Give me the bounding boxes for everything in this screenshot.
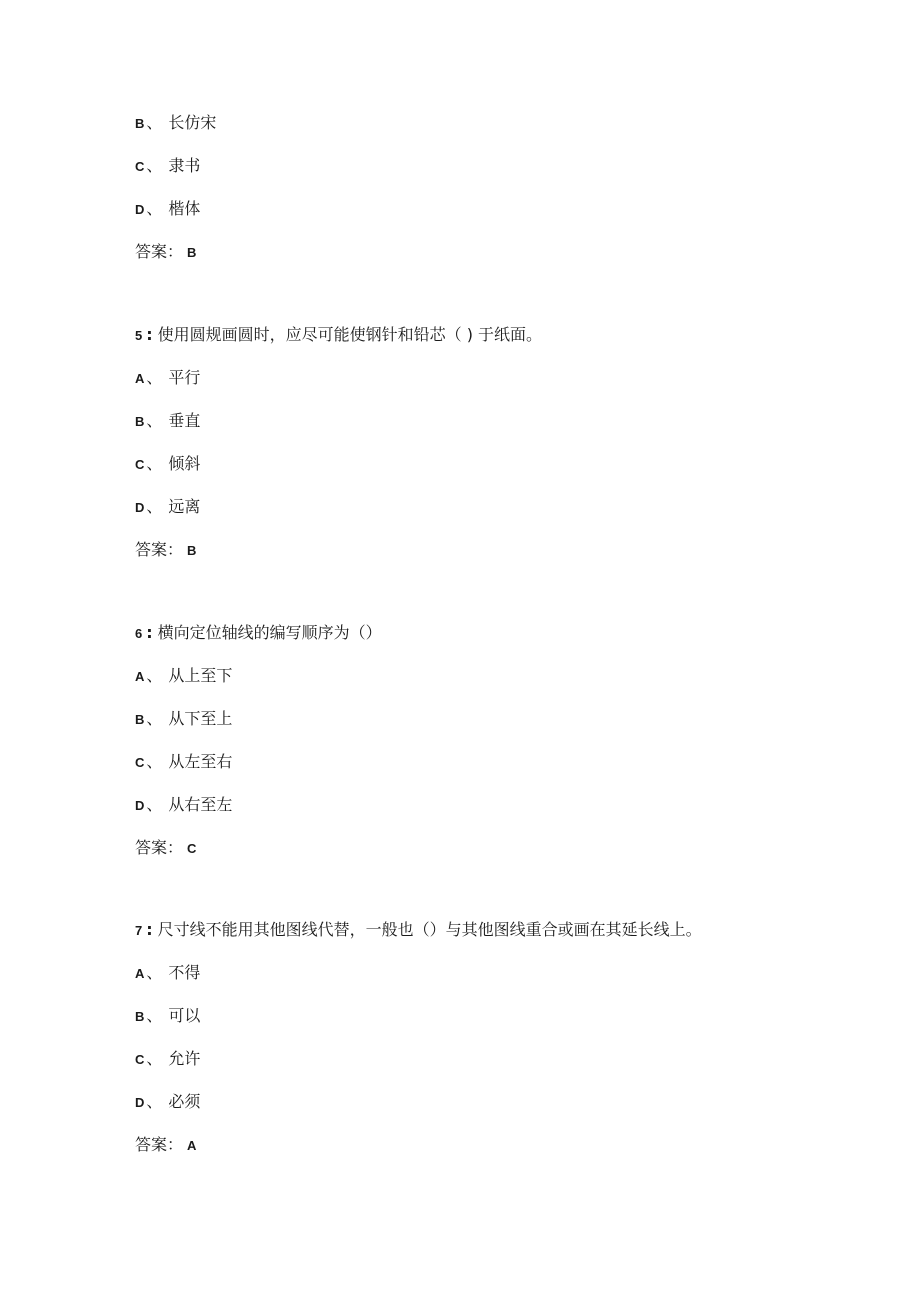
option-text: 不得 xyxy=(168,963,201,982)
option-text: 平行 xyxy=(168,368,201,387)
option-text: 楷体 xyxy=(168,199,201,218)
q5-answer xyxy=(135,540,196,561)
option-text: 远离 xyxy=(168,497,201,516)
q6-answer xyxy=(135,838,196,859)
q6-option-a: A 、 从上至下 xyxy=(135,666,233,685)
option-text: 隶书 xyxy=(168,156,201,175)
answer-value: C xyxy=(187,841,197,856)
option-b-prev: B 、 长仿宋 xyxy=(135,113,217,132)
answer-prev xyxy=(135,242,196,263)
q6-option-c: C 、 从左至右 xyxy=(135,752,233,771)
q5-option-a: A 、 平行 xyxy=(135,368,201,387)
option-c-prev: C 、 隶书 xyxy=(135,156,201,175)
q7-option-b: B 、 可以 xyxy=(135,1006,201,1025)
option-text: 垂直 xyxy=(168,411,201,430)
question-text: 横向定位轴线的编写顺序为（） xyxy=(157,623,382,642)
option-text: 必须 xyxy=(168,1092,201,1111)
option-text: 从上至下 xyxy=(168,666,233,685)
q5-option-b: B 、 垂直 xyxy=(135,411,201,430)
question-number: 6 xyxy=(135,626,143,641)
option-text: 允许 xyxy=(168,1049,201,1068)
answer-label: 答案： xyxy=(135,540,184,559)
option-text: 从右至左 xyxy=(168,795,233,814)
option-text: 从下至上 xyxy=(168,709,233,728)
question-6-stem: 6 : 横向定位轴线的编写顺序为（） xyxy=(135,623,382,642)
q6-option-d: D 、 从右至左 xyxy=(135,795,233,814)
answer-label: 答案： xyxy=(135,838,184,857)
answer-value: B xyxy=(187,245,197,260)
answer-value: B xyxy=(187,543,197,558)
q7-option-d: D 、 必须 xyxy=(135,1092,201,1111)
q5-option-d: D 、 远离 xyxy=(135,497,201,516)
question-number: 7 xyxy=(135,923,143,938)
q6-option-b: B 、 从下至上 xyxy=(135,709,233,728)
option-d-prev: D 、 楷体 xyxy=(135,199,201,218)
q7-option-a: A 、 不得 xyxy=(135,963,201,982)
option-text: 倾斜 xyxy=(168,454,201,473)
question-text: 尺寸线不能用其他图线代替，一般也（）与其他图线重合或画在其延长线上。 xyxy=(157,920,702,939)
question-5-stem: 5 : 使用圆规画圆时，应尽可能使钢针和铅芯（ ) 于纸面。 xyxy=(135,325,543,344)
option-text: 长仿宋 xyxy=(168,113,217,132)
q7-answer xyxy=(135,1135,196,1156)
answer-label: 答案： xyxy=(135,1135,184,1154)
question-number: 5 xyxy=(135,328,143,343)
question-text: 使用圆规画圆时，应尽可能使钢针和铅芯（ ) 于纸面。 xyxy=(157,325,543,344)
answer-value: A xyxy=(187,1138,197,1153)
q5-option-c: C 、 倾斜 xyxy=(135,454,201,473)
question-7-stem: 7 : 尺寸线不能用其他图线代替，一般也（）与其他图线重合或画在其延长线上。 xyxy=(135,920,702,939)
q7-option-c: C 、 允许 xyxy=(135,1049,201,1068)
option-text: 从左至右 xyxy=(168,752,233,771)
option-text: 可以 xyxy=(168,1006,201,1025)
answer-label: 答案： xyxy=(135,242,184,261)
